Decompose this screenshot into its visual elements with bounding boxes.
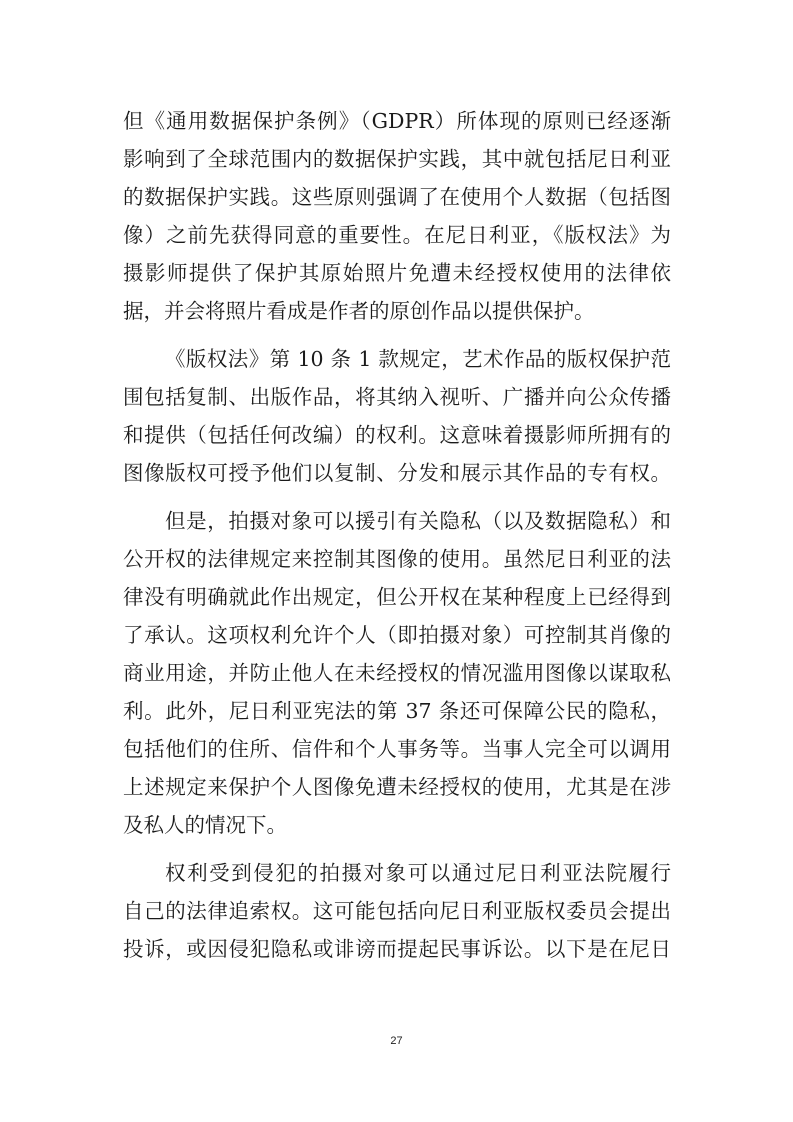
text-line: 和提供（包括任何改编）的权利。这意味着摄影师所拥有的 [123, 423, 671, 447]
text-line: 投诉，或因侵犯隐私或诽谤而提起民事诉讼。以下是在尼日 [123, 937, 671, 961]
text-line: 的数据保护实践。这些原则强调了在使用个人数据（包括图 [123, 185, 671, 209]
text-line: 及私人的情况下。 [123, 813, 287, 837]
text-line: 影响到了全球范围内的数据保护实践，其中就包括尼日利亚 [123, 147, 671, 171]
text-line: 像）之前先获得同意的重要性。在尼日利亚，《版权法》为 [123, 223, 671, 247]
text-line: 图像版权可授予他们以复制、分发和展示其作品的专有权。 [123, 461, 671, 485]
text-line: 利。此外，尼日利亚宪法的第 37 条还可保障公民的隐私， [123, 699, 671, 723]
text-line: 公开权的法律规定来控制其图像的使用。虽然尼日利亚的法 [123, 547, 671, 571]
text-line: 围包括复制、出版作品，将其纳入视听、广播并向公众传播 [123, 385, 671, 409]
text-line: 据，并会将照片看成是作者的原创作品以提供保护。 [123, 299, 595, 323]
text-line: 但是，拍摄对象可以援引有关隐私（以及数据隐私）和 [165, 509, 671, 533]
text-line: 摄影师提供了保护其原始照片免遭未经授权使用的法律依 [123, 261, 671, 285]
page-number: 27 [390, 1035, 403, 1047]
text-line: 上述规定来保护个人图像免遭未经授权的使用，尤其是在涉 [123, 775, 671, 799]
text-line: 律没有明确就此作出规定，但公开权在某种程度上已经得到 [123, 585, 671, 609]
text-line: 商业用途，并防止他人在未经授权的情况滥用图像以谋取私 [123, 661, 671, 685]
text-line: 《版权法》第 10 条 1 款规定，艺术作品的版权保护范 [165, 347, 671, 371]
text-line: 权利受到侵犯的拍摄对象可以通过尼日利亚法院履行 [165, 861, 671, 885]
text-line: 自己的法律追索权。这可能包括向尼日利亚版权委员会提出 [123, 899, 671, 923]
text-line: 但《通用数据保护条例》（GDPR）所体现的原则已经逐渐 [123, 109, 671, 133]
text-line: 包括他们的住所、信件和个人事务等。当事人完全可以调用 [123, 737, 671, 761]
text-line: 了承认。这项权利允许个人（即拍摄对象）可控制其肖像的 [123, 623, 671, 647]
